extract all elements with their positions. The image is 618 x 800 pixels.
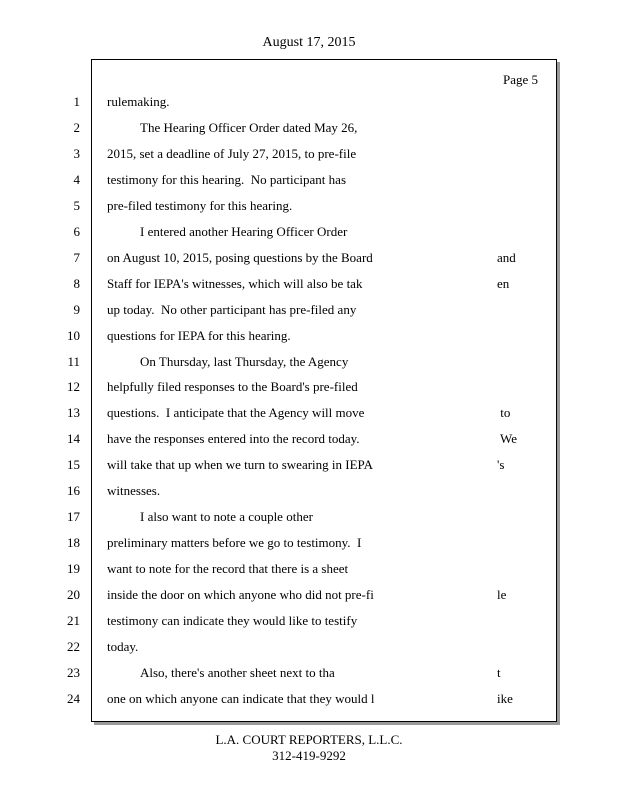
line-text: 2015, set a deadline of July 27, 2015, to pre-file	[107, 146, 357, 161]
header-date: August 17, 2015	[262, 35, 356, 50]
line-text: I also want to note a couple other	[140, 509, 313, 524]
line-text: testimony can indicate they would like to testify	[107, 613, 358, 628]
line-number: 4	[73, 172, 80, 187]
line-text: want to note for the record that there is a sheet	[107, 561, 349, 576]
line-overflow-text: 's	[497, 457, 505, 472]
line-text: on August 10, 2015, posing questions by the Board	[107, 250, 373, 265]
line-number: 7	[73, 250, 80, 265]
line-overflow-text: ike	[497, 691, 513, 706]
line-overflow-text: We	[497, 431, 518, 446]
line-number: 6	[73, 224, 80, 239]
line-overflow-text: en	[497, 276, 510, 291]
line-number: 22	[67, 639, 80, 654]
line-text: The Hearing Officer Order dated May 26,	[140, 120, 358, 135]
line-number: 3	[73, 146, 80, 161]
line-number: 20	[67, 587, 80, 602]
line-overflow-text: and	[497, 250, 516, 265]
line-number: 1	[73, 94, 80, 109]
line-text: witnesses.	[107, 483, 161, 498]
line-text: have the responses entered into the record today.	[107, 431, 360, 446]
line-text: inside the door on which anyone who did not pre-fi	[107, 587, 374, 602]
line-number: 9	[73, 302, 80, 317]
line-number: 18	[67, 535, 80, 550]
line-number: 5	[73, 198, 80, 213]
line-number: 10	[67, 328, 80, 343]
line-number: 13	[67, 405, 80, 420]
line-overflow-text: le	[497, 587, 507, 602]
line-number: 21	[67, 613, 80, 628]
line-number: 12	[67, 379, 80, 394]
line-text: pre-filed testimony for this hearing.	[107, 198, 293, 213]
line-text: today.	[107, 639, 139, 654]
line-number: 11	[67, 354, 80, 369]
page-number-label: Page 5	[503, 72, 539, 87]
line-text: On Thursday, last Thursday, the Agency	[140, 354, 349, 369]
line-number: 14	[67, 431, 80, 446]
line-number: 24	[67, 691, 80, 706]
line-text: questions. I anticipate that the Agency will move	[107, 405, 365, 420]
line-text: up today. No other participant has pre-filed any	[107, 302, 357, 317]
line-text: will take that up when we turn to swearing in IEPA	[107, 457, 373, 472]
line-text: questions for IEPA for this hearing.	[107, 328, 291, 343]
footer-phone-number: 312-419-9292	[272, 748, 346, 763]
line-text: rulemaking.	[107, 94, 170, 109]
line-number: 16	[67, 483, 80, 498]
line-text: one on which anyone can indicate that they would l	[107, 691, 375, 706]
line-text: Also, there's another sheet next to tha	[140, 665, 335, 680]
line-number: 23	[67, 665, 80, 680]
line-text: testimony for this hearing. No participant has	[107, 172, 347, 187]
line-text: preliminary matters before we go to testimony. I	[107, 535, 362, 550]
line-overflow-text: to	[497, 405, 511, 420]
line-overflow-text: t	[497, 665, 501, 680]
line-text: Staff for IEPA's witnesses, which will also be tak	[107, 276, 363, 291]
line-number: 8	[73, 276, 80, 291]
line-number: 2	[73, 120, 80, 135]
line-number: 15	[67, 457, 80, 472]
footer-firm-name: L.A. COURT REPORTERS, L.L.C.	[215, 732, 403, 747]
line-number: 17	[67, 509, 80, 524]
line-text: I entered another Hearing Officer Order	[140, 224, 348, 239]
line-text: helpfully filed responses to the Board's pre-filed	[107, 379, 358, 394]
line-number: 19	[67, 561, 80, 576]
